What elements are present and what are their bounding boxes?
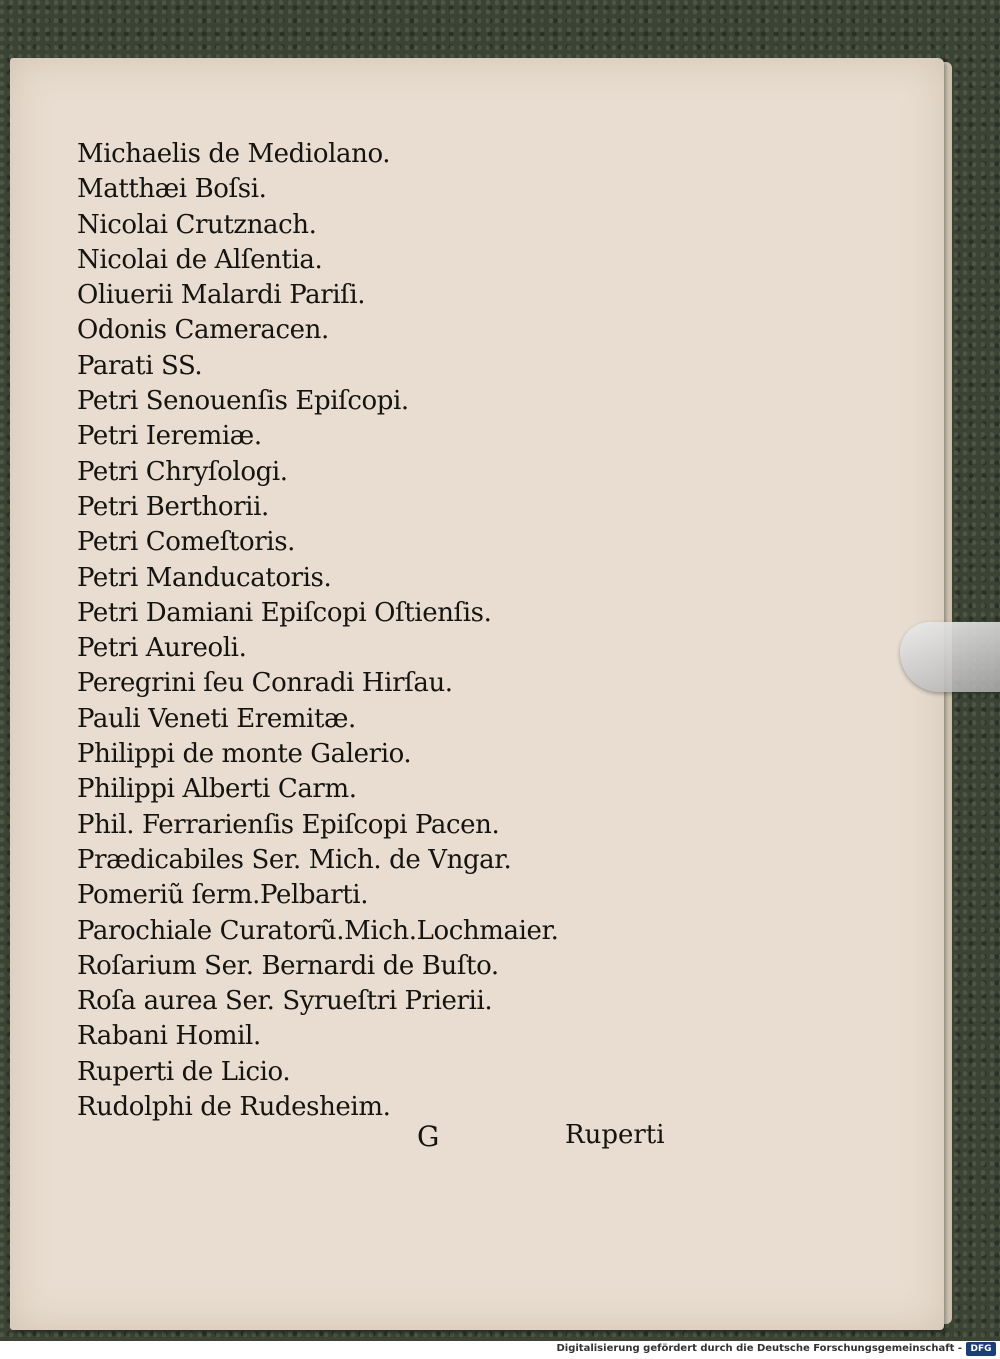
funding-notice: Digitalisierung gefördert durch die Deutsche Forschungsgemeinschaft - (556, 1343, 962, 1354)
catchword: Ruperti (565, 1120, 665, 1150)
list-item: Nicolai Crutznach. (77, 209, 317, 240)
list-item: Michaelis de Mediolano. (77, 139, 391, 169)
list-item: Petri Ieremiæ. (77, 421, 262, 452)
dfg-logo: DFG (966, 1342, 996, 1356)
list-item: Rabani Homil. (77, 1021, 261, 1052)
list-item: Roſa aurea Ser. Syrueſtri Prierii. (77, 986, 493, 1017)
list-item: Prædicabiles Ser. Mich. de Vngar. (77, 844, 512, 875)
list-item: Pomeriũ ſerm.Pelbarti. (77, 880, 369, 911)
list-item: Ruperti de Licio. (77, 1056, 291, 1087)
list-item: Petri Comeſtoris. (77, 527, 296, 558)
list-item: Matthæi Boſsi. (77, 174, 267, 205)
list-item: Nicolai de Alſentia. (77, 244, 323, 275)
list-item: Odonis Cameracen. (77, 315, 329, 346)
author-index-list (77, 137, 559, 1125)
list-item: Petri Aureoli. (77, 633, 247, 664)
list-item: Philippi de monte Galerio. (77, 739, 412, 770)
list-item: Petri Senouenſis Epiſcopi. (77, 386, 409, 417)
list-item: Oliuerii Malardi Pariſi. (77, 280, 366, 311)
list-item: Petri Berthorii. (77, 491, 269, 522)
list-item: Phil. Ferrarienſis Epiſcopi Pacen. (77, 809, 500, 840)
list-item: Petri Damiani Epiſcopi Oſtienſis. (77, 597, 492, 628)
list-item: Petri Chryſologi. (77, 456, 288, 487)
list-item: Pauli Veneti Eremitæ. (77, 703, 356, 734)
list-item: Parochiale Curatorũ.Mich.Lochmaier. (77, 915, 559, 946)
list-item: Philippi Alberti Carm. (77, 774, 357, 805)
page-clip (900, 622, 1000, 692)
list-item: Roſarium Ser. Bernardi de Buſto. (77, 950, 499, 981)
list-item: Rudolphi de Rudesheim. (77, 1092, 391, 1123)
footer-bar (0, 1341, 1000, 1359)
list-item: Petri Manducatoris. (77, 562, 332, 593)
signature-mark: G (417, 1120, 440, 1153)
list-item: Parati SS. (77, 350, 203, 381)
list-item: Peregrini ſeu Conradi Hirſau. (77, 668, 453, 699)
